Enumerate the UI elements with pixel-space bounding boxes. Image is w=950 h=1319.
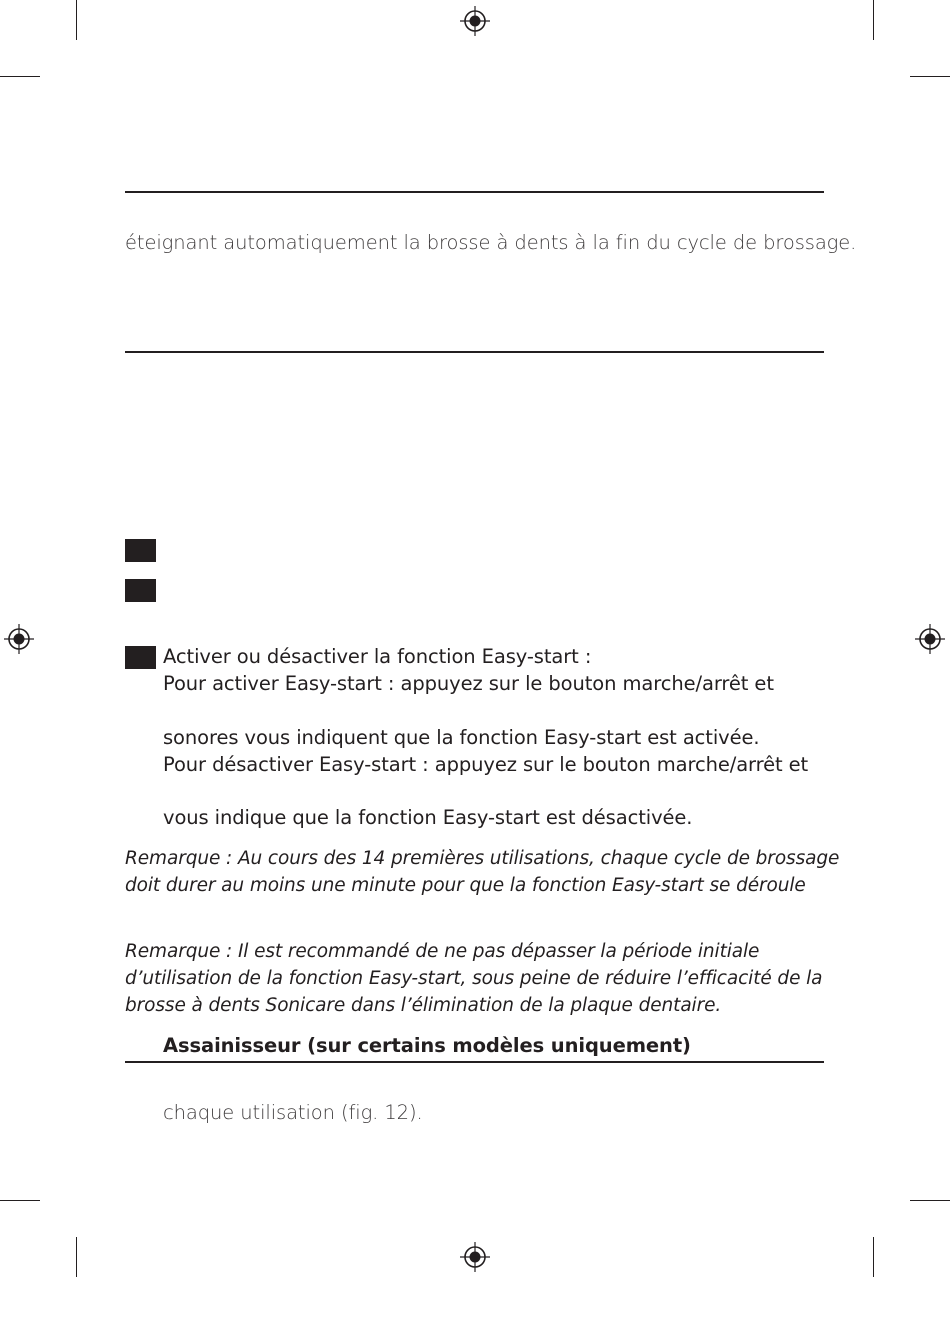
step-number-block — [125, 646, 156, 669]
crop-mark-top-right-h — [910, 76, 950, 77]
step-text-line: Pour désactiver Easy-start : appuyez sur le bouton marche/arrêt et — [163, 753, 809, 776]
crop-mark-bottom-left — [76, 1237, 77, 1277]
crop-mark-top-left-h — [0, 76, 40, 77]
crop-mark-top-right — [873, 0, 874, 40]
registration-mark-icon — [460, 1242, 490, 1272]
registration-mark-icon — [4, 624, 34, 654]
body-text-line: éteignant automatiquement la brosse à dents à la fin du cycle de brossage. — [125, 231, 857, 254]
section-rule-1 — [125, 191, 824, 193]
registration-mark-icon — [915, 624, 945, 654]
step-number-block — [125, 539, 156, 562]
step-text-line: Pour activer Easy-start : appuyez sur le bouton marche/arrêt et — [163, 672, 774, 695]
section-heading: Assainisseur (sur certains modèles uniquement) — [163, 1034, 691, 1057]
crop-mark-bottom-right-h — [910, 1200, 950, 1201]
body-text-line: chaque utilisation (fig. 12). — [163, 1101, 423, 1124]
section-rule-3 — [125, 1061, 824, 1063]
step-number-block — [125, 579, 156, 602]
note-text-line: Remarque : Il est recommandé de ne pas dépasser la période initiale — [125, 941, 760, 962]
crop-mark-bottom-right — [873, 1237, 874, 1277]
note-text-line: doit durer au moins une minute pour que la fonction Easy-start se déroule — [125, 875, 806, 896]
registration-mark-icon — [460, 6, 490, 36]
step-text-line: vous indique que la fonction Easy-start est désactivée. — [163, 806, 693, 829]
note-text-line: d’utilisation de la fonction Easy-start, sous peine de réduire l’efficacité de la — [125, 968, 823, 989]
note-text-line: Remarque : Au cours des 14 premières utilisations, chaque cycle de brossage — [125, 848, 840, 869]
step-text-line: sonores vous indiquent que la fonction Easy-start est activée. — [163, 726, 760, 749]
section-rule-2 — [125, 351, 824, 353]
step-heading: Activer ou désactiver la fonction Easy-start : — [163, 645, 592, 668]
note-text-line: brosse à dents Sonicare dans l’élimination de la plaque dentaire. — [125, 995, 722, 1016]
crop-mark-top-left — [76, 0, 77, 40]
crop-mark-bottom-left-h — [0, 1200, 40, 1201]
